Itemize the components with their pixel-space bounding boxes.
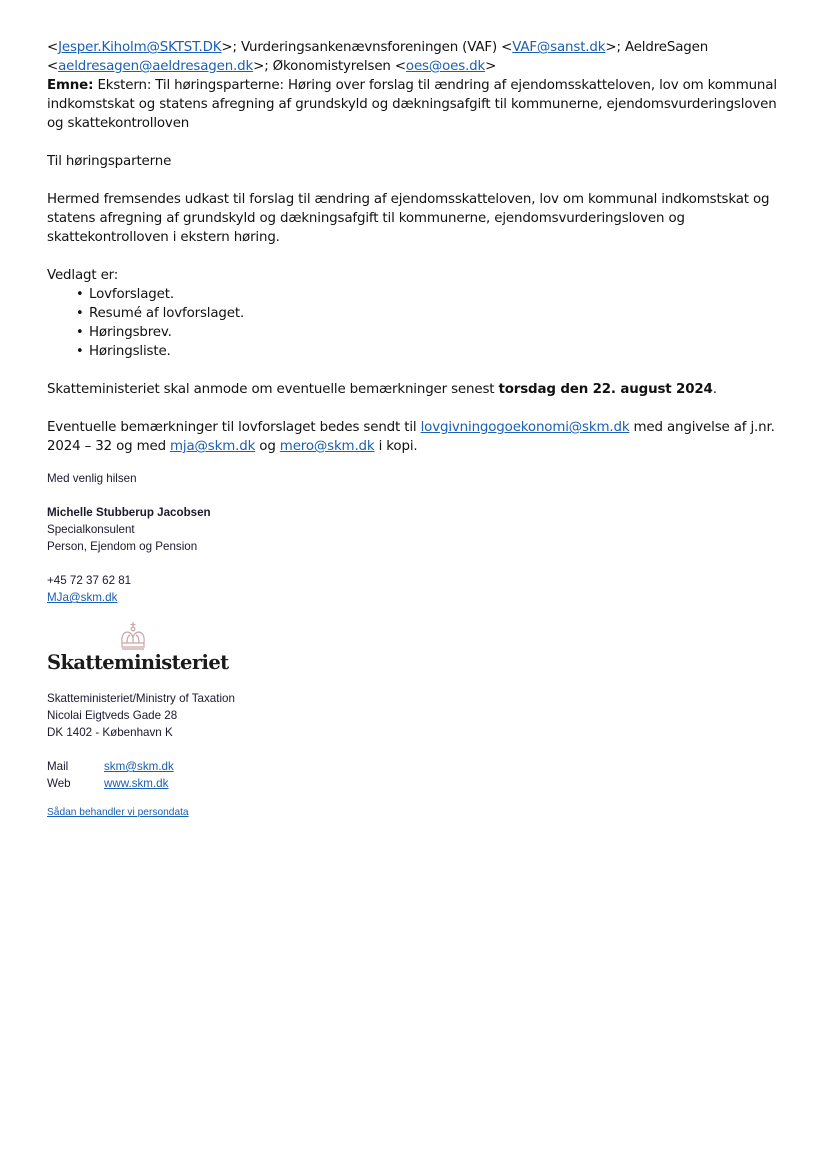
signer-email-link[interactable]: MJa@skm.dk: [47, 591, 118, 604]
signer-phone: +45 72 37 62 81: [47, 574, 132, 587]
deadline-date: torsdag den 22. august 2024: [498, 382, 713, 397]
email-link-mja[interactable]: mja@skm.dk: [170, 439, 256, 454]
recipient-text: >; Økonomistyrelsen <: [253, 59, 406, 74]
mail-label: Mail: [47, 760, 69, 773]
reply-text: og: [255, 439, 280, 454]
attachment-item: • Høringsbrev.: [89, 323, 782, 342]
email-link-oes[interactable]: oes@oes.dk: [405, 59, 486, 74]
recipients-line-2: [47, 57, 782, 76]
city: DK 1402 - København K: [47, 726, 173, 739]
skatteministeriet-logo-wordmark: Skatteministeriet: [47, 651, 229, 674]
signer-name: Michelle Stubberup Jacobsen: [47, 506, 211, 519]
bracket: >: [485, 59, 497, 74]
reply-text: i kopi.: [374, 439, 418, 454]
recipients-line-1: [47, 38, 782, 57]
attachments-list: [47, 285, 782, 361]
intro-paragraph: Hermed fremsendes udkast til forslag til ændring af ejendomsskatteloven, lov om kommunal indkomstskat og statens afregning af grundskyld og dækningsafgift til kommunerne, ejendomsvurderingsloven og skattekontrolloven i ekstern høring.: [47, 192, 770, 245]
reply-text: med angivelse af j.nr. 2024 – 32 og med: [47, 420, 775, 454]
deadline-paragraph: [47, 380, 782, 399]
reply-text: Eventuelle bemærkninger til lovforslaget bedes sendt til: [47, 420, 421, 435]
org-name: Skatteministeriet/Ministry of Taxation: [47, 692, 235, 705]
subject-line: [47, 76, 782, 133]
signature-block: [47, 470, 447, 606]
salutation: Til høringsparterne: [47, 154, 172, 169]
attachment-item: • Høringsliste.: [89, 342, 782, 361]
mail-link[interactable]: skm@skm.dk: [104, 760, 174, 773]
attachment-item: • Lovforslaget.: [89, 285, 782, 304]
royal-crown-icon: [117, 621, 149, 651]
privacy-link[interactable]: Sådan behandler vi persondata: [47, 807, 189, 818]
deadline-end: .: [712, 382, 717, 397]
street: Nicolai Eigtveds Gade 28: [47, 709, 178, 722]
email-body: [47, 38, 782, 456]
mail-row: [47, 758, 447, 775]
email-link-aeldresagen[interactable]: aeldresagen@aeldresagen.dk: [58, 59, 254, 74]
email-link-lovgivning[interactable]: lovgivningogoekonomi@skm.dk: [420, 420, 630, 435]
email-link-mero[interactable]: mero@skm.dk: [279, 439, 375, 454]
reply-paragraph: [47, 418, 782, 456]
web-label: Web: [47, 777, 71, 790]
web-link[interactable]: www.skm.dk: [104, 777, 169, 790]
greeting: Med venlig hilsen: [47, 472, 137, 485]
recipient-text: >; Vurderingsankenævnsforeningen (VAF) <: [221, 40, 513, 55]
deadline-text: Skatteministeriet skal anmode om eventuelle bemærkninger senest: [47, 382, 499, 397]
address-block: [47, 690, 447, 792]
subject-label: Emne:: [47, 78, 94, 93]
signer-title: Specialkonsulent: [47, 523, 135, 536]
subject-text: Ekstern: Til høringsparterne: Høring over forslag til ændring af ejendomsskatteloven, lov om kommunal indkomstskat og statens afregning af grundskyld og dækningsafgift til kommunerne, ejendomsvurderingsloven og skattekontrolloven: [47, 78, 777, 131]
web-row: [47, 775, 447, 792]
email-link-vaf[interactable]: VAF@sanst.dk: [512, 40, 606, 55]
recipient-text: >; AeldreSagen: [605, 40, 709, 55]
attachments-label: Vedlagt er:: [47, 268, 119, 283]
email-link-kiholm[interactable]: Jesper.Kiholm@SKTST.DK: [58, 40, 222, 55]
bracket: <: [47, 40, 59, 55]
signer-department: Person, Ejendom og Pension: [47, 540, 198, 553]
bracket: <: [47, 59, 59, 74]
attachment-item: • Resumé af lovforslaget.: [89, 304, 782, 323]
